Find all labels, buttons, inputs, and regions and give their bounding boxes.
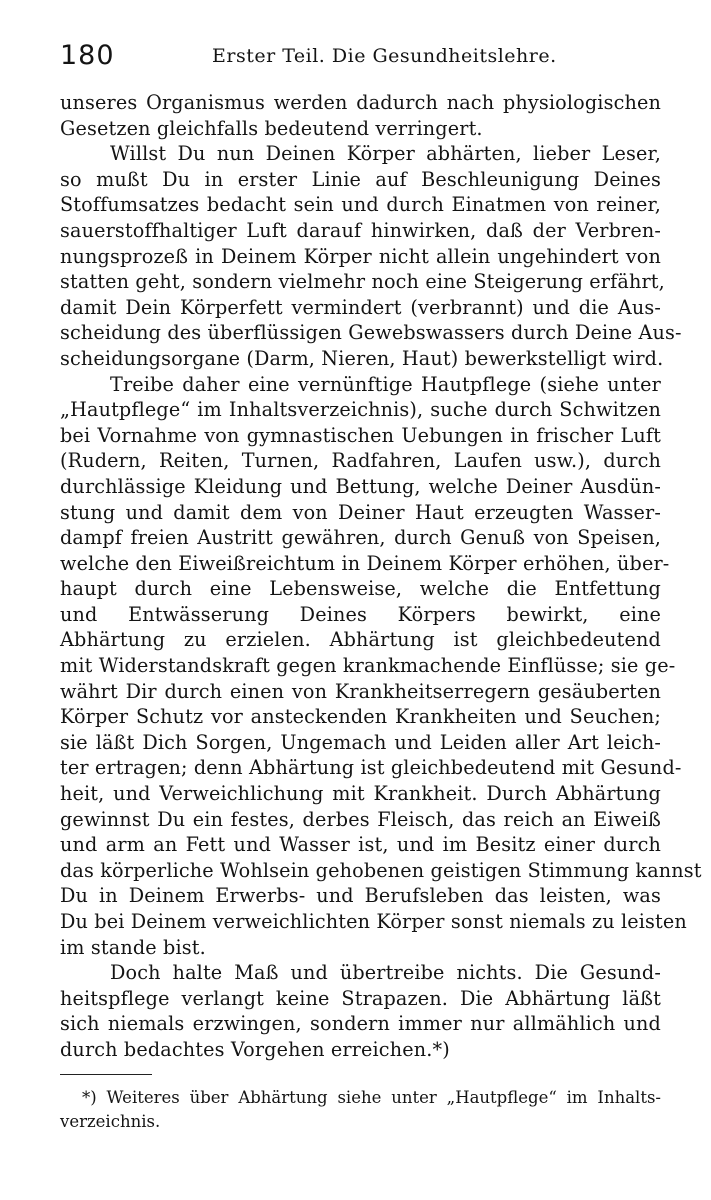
text-line: heit, und Verweichlichung mit Krankheit. Durch Abhärtung <box>60 782 661 806</box>
paragraph <box>60 960 661 1062</box>
text-line: Treibe daher eine vernünftige Hautpflege (siehe unter <box>110 372 661 396</box>
text-line: und Entwässerung Deines Körpers bewirkt, eine <box>60 602 661 626</box>
text-line: Gesetzen gleichfalls bedeutend verringert. <box>60 116 483 140</box>
text-line: welche den Eiweißreichtum in Deinem Körper erhöhen, über- <box>60 551 670 575</box>
text-line: scheidung des überflüssigen Gewebswassers durch Deine Aus- <box>60 321 682 345</box>
text-line: sie läßt Dich Sorgen, Ungemach und Leiden aller Art leich- <box>60 730 661 754</box>
text-line: „Hautpflege“ im Inhaltsverzeichnis), suche durch Schwitzen <box>60 398 661 422</box>
text-line: sich niemals erzwingen, sondern immer nur allmählich und <box>60 1012 661 1036</box>
text-line: das körperliche Wohlsein gehobenen geistigen Stimmung kannst <box>60 858 702 882</box>
text-line: und arm an Fett und Wasser ist, und im Besitz einer durch <box>60 833 661 857</box>
text-line: nungsprozeß in Deinem Körper nicht allein ungehindert von <box>60 244 661 268</box>
text-line: damit Dein Körperfett vermindert (verbrannt) und die Aus- <box>60 295 661 319</box>
running-head: Erster Teil. Die Gesundheitslehre. <box>212 45 557 67</box>
text-line: Du in Deinem Erwerbs- und Berufsleben das leisten, was <box>60 884 661 908</box>
text-line: haupt durch eine Lebensweise, welche die Entfettung <box>60 577 661 601</box>
text-line: Stoffumsatzes bedacht sein und durch Einatmen von reiner, <box>60 193 661 217</box>
text-line: Körper Schutz vor ansteckenden Krankheiten und Seuchen; <box>60 705 661 729</box>
text-line: sauerstoffhaltiger Luft darauf hinwirken, daß der Verbren- <box>60 218 661 242</box>
footnote-line: *) Weiteres über Abhärtung siehe unter „Hautpflege“ im Inhalts- <box>82 1088 661 1107</box>
text-line: durch bedachtes Vorgehen erreichen.*) <box>60 1037 450 1061</box>
text-line: währt Dir durch einen von Krankheitserregern gesäuberten <box>60 679 661 703</box>
text-line: so mußt Du in erster Linie auf Beschleunigung Deines <box>60 167 661 191</box>
body-text <box>60 90 702 1063</box>
text-line: Abhärtung zu erzielen. Abhärtung ist gleichbedeutend <box>60 628 661 652</box>
text-line: unseres Organismus werden dadurch nach physiologischen <box>60 91 661 114</box>
text-line: statten geht, sondern vielmehr noch eine Steigerung erfährt, <box>60 270 665 294</box>
paragraph <box>60 90 661 141</box>
text-line: (Rudern, Reiten, Turnen, Radfahren, Laufen usw.), durch <box>60 449 661 473</box>
text-line: ter ertragen; denn Abhärtung ist gleichbedeutend mit Gesund- <box>60 756 682 780</box>
text-line: mit Widerstandskraft gegen krankmachende Einflüsse; sie ge- <box>60 654 676 678</box>
text-line: Doch halte Maß und übertreibe nichts. Die Gesund- <box>110 961 661 985</box>
text-line: scheidungsorgane (Darm, Nieren, Haut) bewerkstelligt wird. <box>60 346 664 370</box>
paragraph <box>60 141 682 371</box>
text-line: Du bei Deinem verweichlichten Körper sonst niemals zu leisten <box>60 910 687 933</box>
text-line: gewinnst Du ein festes, derbes Fleisch, das reich an Eiweiß <box>60 807 661 831</box>
footnote-rule <box>60 1074 152 1075</box>
text-line: bei Vornahme von gymnastischen Uebungen in frischer Luft <box>60 423 661 447</box>
paragraph <box>60 372 702 961</box>
text-line: stung und damit dem von Deiner Haut erzeugten Wasser- <box>60 500 661 524</box>
text-line: durchlässige Kleidung und Bettung, welche Deiner Ausdün- <box>60 474 661 498</box>
page-header <box>60 40 661 76</box>
page-number: 180 <box>60 40 115 71</box>
text-line: Willst Du nun Deinen Körper abhärten, lieber Leser, <box>110 142 661 166</box>
text-line: im stande bist. <box>60 935 206 959</box>
footnote-line: verzeichnis. <box>60 1112 161 1131</box>
text-line: dampf freien Austritt gewähren, durch Genuß von Speisen, <box>60 526 661 550</box>
text-line: heitspflege verlangt keine Strapazen. Die Abhärtung läßt <box>60 986 661 1010</box>
footnote <box>60 1086 661 1134</box>
